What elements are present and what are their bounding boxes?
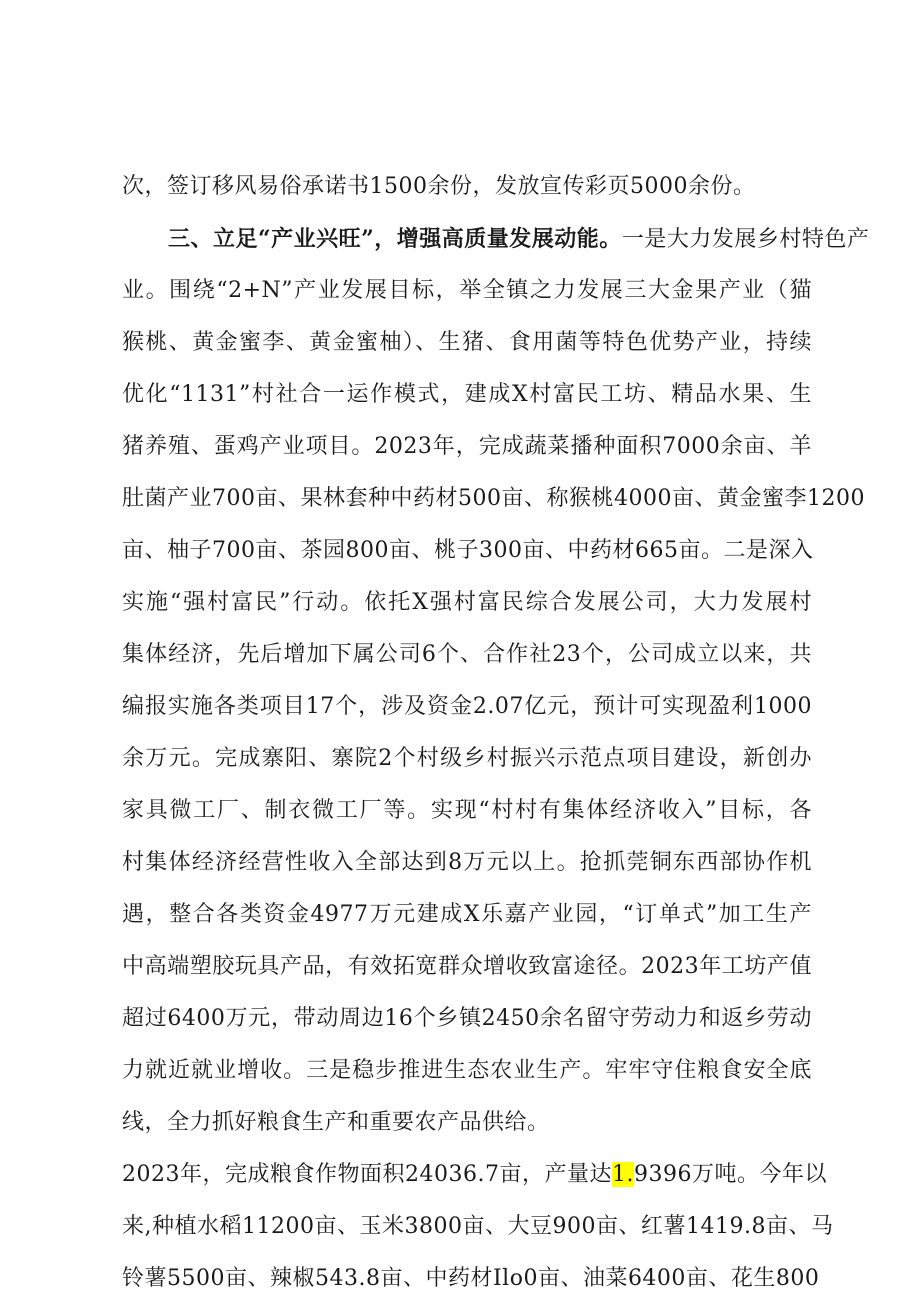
highlighted-text: 1. (611, 1162, 634, 1187)
text-line: 亩、柚子700亩、茶园800亩、桃子300亩、中药材665亩。二是深入 (122, 538, 814, 563)
text-run: 一是大力发展乡村特色产 (621, 227, 870, 252)
text-line: 集体经济，先后增加下属公司6个、合作社23个，公司成立以来，共 (122, 642, 812, 667)
text-line: 余万元。完成寨阳、寨院2个村级乡村振兴示范点项目建设，新创办 (122, 746, 812, 771)
text-line: 来,种植水稻11200亩、玉米3800亩、大豆900亩、红薯1419.8亩、马 (122, 1214, 834, 1239)
text-run: 9396万吨。今年以 (633, 1162, 827, 1187)
text-line: 铃薯5500亩、辣椒543.8亩、中药材Ilo0亩、油菜6400亩、花生800 (122, 1266, 820, 1291)
text-line: 超过6400万元，带动周边16个乡镇2450余名留守劳动力和返乡劳动 (122, 1006, 812, 1031)
text-line: 次，签订移风易俗承诺书1500余份，发放宣传彩页5000余份。 (122, 174, 756, 199)
text-line: 猴桃、黄金蜜李、黄金蜜柚）、生猪、食用菌等特色优势产业，持续 (122, 330, 812, 355)
section-heading: 三、立足“产业兴旺”，增强高质量发展动能。 (168, 226, 622, 252)
text-line: 家具微工厂、制衣微工厂等。实现“村村有集体经济收入”目标，各 (122, 798, 812, 823)
text-line: 业。围绕“2+N”产业发展目标，举全镇之力发展三大金果产业（猫 (122, 278, 812, 303)
text-line: 编报实施各类项目17个，涉及资金2.07亿元，预计可实现盈利1000 (122, 694, 812, 719)
text-line: 猪养殖、蛋鸡产业项目。2023年，完成蔬菜播种面积7000余亩、羊 (122, 434, 812, 459)
text-line: 村集体经济经营性收入全部达到8万元以上。抢抓莞铜东西部协作机 (122, 850, 812, 875)
text-line: 优化“1131”村社合一运作模式，建成X村富民工坊、精品水果、生 (122, 382, 812, 407)
text-run: 2023年，完成粮食作物面积24036.7亩，产量达 (122, 1162, 612, 1187)
text-line: 力就近就业增收。三是稳步推进生态农业生产。牢牢守住粮食安全底 (122, 1058, 812, 1083)
text-line: 遇，整合各类资金4977万元建成X乐嘉产业园，“订单式”加工生产 (122, 902, 812, 927)
section-heading-line (168, 224, 870, 255)
text-line: 线，全力抓好粮食生产和重要农产品供给。 (122, 1110, 550, 1135)
text-line: 实施“强村富民”行动。依托X强村富民综合发展公司，大力发展村 (122, 590, 812, 615)
text-line-highlighted (122, 1160, 827, 1190)
text-line: 肚菌产业700亩、果林套种中药材500亩、称猴桃4000亩、黄金蜜李1200 (122, 486, 865, 511)
text-line: 中高端塑胶玩具产品，有效拓宽群众增收致富途径。2023年工坊产值 (122, 954, 812, 979)
